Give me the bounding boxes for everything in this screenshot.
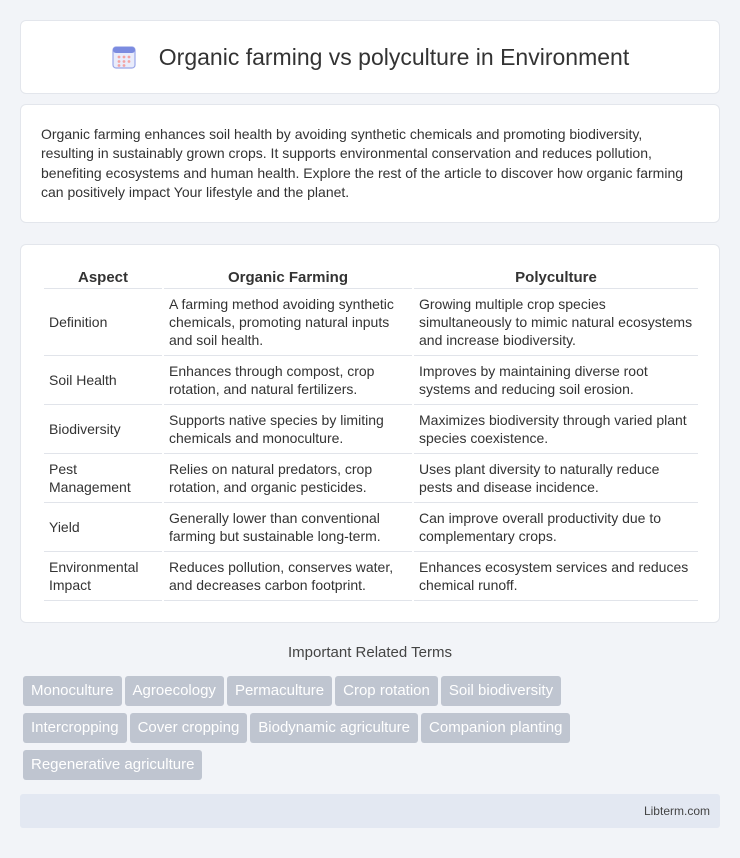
cell-polyculture: Growing multiple crop species simultaneously to mimic natural ecosystems and increase biodiversity. — [414, 289, 698, 356]
cell-aspect: Pest Management — [44, 454, 162, 503]
cell-polyculture: Improves by maintaining diverse root systems and reducing soil erosion. — [414, 356, 698, 405]
header-aspect: Aspect — [44, 265, 162, 289]
table-row — [44, 552, 698, 601]
cell-aspect: Yield — [44, 503, 162, 552]
cell-polyculture: Enhances ecosystem services and reduces chemical runoff. — [414, 552, 698, 601]
cell-organic: Supports native species by limiting chemicals and monoculture. — [164, 405, 412, 454]
tag-cover-cropping[interactable]: Cover cropping — [130, 713, 248, 743]
footer-site-link[interactable]: Libterm.com — [643, 804, 710, 818]
calendar-grid-icon — [111, 44, 137, 70]
table-row — [44, 289, 698, 356]
table-row — [44, 503, 698, 552]
cell-polyculture: Uses plant diversity to naturally reduce pests and disease incidence. — [414, 454, 698, 503]
tag-intercropping[interactable]: Intercropping — [23, 713, 127, 743]
tag-companion-planting[interactable]: Companion planting — [421, 713, 570, 743]
cell-polyculture: Maximizes biodiversity through varied plant species coexistence. — [414, 405, 698, 454]
cell-aspect: Definition — [44, 289, 162, 356]
tag-permaculture[interactable]: Permaculture — [227, 676, 332, 706]
tag-agroecology[interactable]: Agroecology — [125, 676, 224, 706]
header-organic-farming: Organic Farming — [164, 265, 412, 289]
cell-aspect: Soil Health — [44, 356, 162, 405]
table-row — [44, 454, 698, 503]
tag-biodynamic-agriculture[interactable]: Biodynamic agriculture — [250, 713, 418, 743]
tag-crop-rotation[interactable]: Crop rotation — [335, 676, 438, 706]
related-terms-title: Important Related Terms — [288, 644, 452, 661]
header-polyculture: Polyculture — [414, 265, 698, 289]
cell-organic: A farming method avoiding synthetic chemicals, promoting natural inputs and soil health. — [164, 289, 412, 356]
cell-organic: Reduces pollution, conserves water, and decreases carbon footprint. — [164, 552, 412, 601]
related-terms-list — [23, 676, 723, 787]
cell-polyculture: Can improve overall productivity due to complementary crops. — [414, 503, 698, 552]
table-header-row — [44, 265, 698, 289]
footer — [20, 794, 720, 828]
comparison-table — [42, 265, 700, 601]
table-row — [44, 356, 698, 405]
page-title: Organic farming vs polyculture in Environment — [158, 43, 630, 70]
cell-organic: Generally lower than conventional farming but sustainable long-term. — [164, 503, 412, 552]
tag-regenerative-agriculture[interactable]: Regenerative agriculture — [23, 750, 202, 780]
cell-aspect: Biodiversity — [44, 405, 162, 454]
intro-card — [20, 104, 720, 223]
intro-text: Organic farming enhances soil health by avoiding synthetic chemicals and promoting biodiversity, resulting in sustainably grown crops. It supports environmental conservation and reduces pollution, benefiting ecosystems and human health. Explore the rest of the article to discover how organic farming can positively impact Your lifestyle and the planet. — [41, 126, 684, 201]
comparison-card — [20, 244, 720, 623]
table-row — [44, 405, 698, 454]
tag-soil-biodiversity[interactable]: Soil biodiversity — [441, 676, 561, 706]
cell-organic: Relies on natural predators, crop rotation, and organic pesticides. — [164, 454, 412, 503]
cell-organic: Enhances through compost, crop rotation, and natural fertilizers. — [164, 356, 412, 405]
cell-aspect: Environmental Impact — [44, 552, 162, 601]
tag-monoculture[interactable]: Monoculture — [23, 676, 122, 706]
title-card — [20, 20, 720, 94]
